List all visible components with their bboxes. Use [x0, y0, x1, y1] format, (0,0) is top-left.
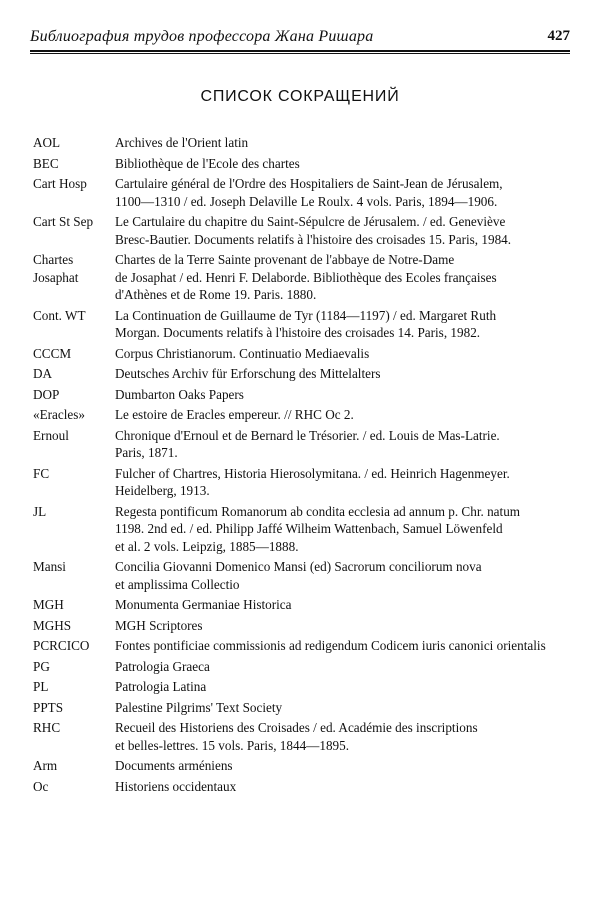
abbreviation-entry — [33, 637, 573, 655]
abbreviation-description: Recueil des Historiens des Croisades / ed. Académie des inscriptions et belles-lettres. 15 vols. Paris, 1844—1895. — [115, 720, 478, 753]
abbreviation-description: Regesta pontificum Romanorum ab condita ecclesia ad annum p. Chr. natum 1198. 2nd ed. / ed. Philipp Jaffé Wilheim Wattenbach, Samuel Löwenfeld et al. 2 vols. Leipzig, 1885—1888. — [115, 503, 521, 554]
abbreviation-entry — [33, 175, 573, 210]
abbreviation-term: Oc — [33, 778, 49, 794]
abbreviation-entry — [33, 307, 573, 342]
abbreviation-description: Bibliothèque de l'Ecole des chartes — [115, 155, 300, 171]
abbreviation-description: Dumbarton Oaks Papers — [115, 386, 244, 402]
abbreviation-entry — [33, 558, 573, 593]
abbreviation-term: DA — [33, 366, 53, 381]
abbreviation-description: Fulcher of Chartres, Historia Hierosolymitana. / ed. Heinrich Hagenmeyer. Heidelberg, 1913. — [115, 465, 510, 498]
abbreviation-description: MGH Scriptores — [115, 617, 203, 633]
abbreviation-entry — [33, 757, 573, 775]
abbreviation-term: BEC — [33, 155, 59, 171]
abbreviation-term: CCCM — [33, 345, 72, 361]
abbreviation-term: Cart St Sep — [33, 214, 94, 229]
abbreviation-term: PCRCICO — [33, 638, 90, 653]
abbreviation-entry — [33, 699, 573, 717]
section-title: СПИСОК СОКРАЩЕНИЙ — [200, 88, 400, 105]
abbreviation-entry — [33, 778, 573, 796]
abbreviation-term: «Eracles» — [33, 407, 85, 422]
abbreviation-term: Cart Hosp — [33, 176, 87, 191]
abbreviation-entry — [33, 386, 573, 404]
abbreviation-entry — [33, 213, 573, 248]
abbreviation-term: RHC — [33, 720, 61, 735]
abbreviation-description: Chartes de la Terre Sainte provenant de l'abbaye de Notre-Dame de Josaphat / ed. Henri F. Delaborde. Bibliothèque des Ecoles françaises d'Athènes et de Rome 19. Paris. 1880. — [115, 252, 497, 302]
abbreviation-entry — [33, 365, 573, 383]
header-rule — [30, 50, 570, 52]
abbreviation-term: Mansi — [33, 559, 66, 574]
abbreviation-description: Documents arméniens — [115, 758, 233, 773]
abbreviation-description: Palestine Pilgrims' Text Society — [115, 699, 283, 715]
abbreviation-description: Patrologia Latina — [115, 679, 207, 694]
abbreviation-term: MGH — [33, 597, 64, 612]
abbreviation-entry — [33, 406, 573, 424]
abbreviation-term: AOL — [33, 135, 61, 150]
abbreviation-description: Corpus Christianorum. Continuatio Mediaevalis — [115, 345, 370, 361]
page-header — [30, 26, 570, 52]
abbreviation-description: Fontes pontificiae commissionis ad redigendum Codicem iuris canonici orientalis — [115, 638, 546, 653]
abbreviation-term: Arm — [33, 758, 58, 773]
abbreviation-term: PPTS — [33, 699, 64, 715]
abbreviation-entry — [33, 134, 573, 152]
abbreviation-term: JL — [33, 503, 47, 519]
abbreviation-term: MGHS — [33, 617, 72, 633]
abbreviation-entry — [33, 678, 573, 696]
abbreviation-description: Le estoire de Eracles empereur. // RHC Oc 2. — [115, 407, 354, 422]
abbreviation-term: PG — [33, 658, 50, 674]
abbreviation-description: La Continuation de Guillaume de Tyr (1184—1197) / ed. Margaret Ruth Morgan. Documents relatifs à l'histoire des croisades 14. Paris, 1982. — [115, 307, 497, 340]
page-number: 427 — [547, 28, 570, 44]
abbreviation-term: FC — [33, 465, 50, 481]
abbreviation-description: Monumenta Germaniae Historica — [115, 597, 292, 612]
abbreviation-entry — [33, 596, 573, 614]
abbreviation-description: Concilia Giovanni Domenico Mansi (ed) Sacrorum conciliorum nova et amplissima Collectio — [115, 559, 482, 592]
abbreviation-description: Le Cartulaire du chapitre du Saint-Sépulcre de Jérusalem. / ed. Geneviève Bresc-Bautier. Documents relatifs à l'histoire des croisades 15. Paris, 1984. — [115, 214, 512, 247]
abbreviation-description: Chronique d'Ernoul et de Bernard le Trésorier. / ed. Louis de Mas-Latrie. Paris, 1871. — [115, 427, 500, 460]
abbreviation-entry — [33, 427, 573, 462]
abbreviation-entry — [33, 719, 573, 754]
abbreviation-entry — [33, 155, 573, 173]
abbreviation-entry — [33, 251, 573, 304]
header-rule-thin — [30, 53, 570, 54]
abbreviation-term: DOP — [33, 386, 60, 402]
abbreviation-description: Patrologia Graeca — [115, 658, 210, 674]
abbreviation-term: Chartes Josaphat — [33, 252, 79, 285]
abbreviation-entry — [33, 503, 573, 556]
abbreviation-entry — [33, 345, 573, 363]
abbreviation-description: Historiens occidentaux — [115, 778, 237, 794]
abbreviation-entry — [33, 465, 573, 500]
abbreviation-term: PL — [33, 679, 49, 694]
running-title: Библиография трудов профессора Жана Ришара — [30, 28, 374, 45]
abbreviation-description: Archives de l'Orient latin — [115, 135, 249, 150]
abbreviation-term: Ernoul — [33, 427, 69, 443]
abbreviation-list — [33, 134, 573, 798]
abbreviation-description: Deutsches Archiv für Erforschung des Mittelalters — [115, 366, 381, 381]
abbreviation-description: Cartulaire général de l'Ordre des Hospitaliers de Saint-Jean de Jérusalem, 1100—1310 / ed. Joseph Delaville Le Roulx. 4 vols. Paris, 1894—1906. — [115, 176, 503, 209]
abbreviation-entry — [33, 658, 573, 676]
abbreviation-entry — [33, 617, 573, 635]
abbreviation-term: Cont. WT — [33, 307, 86, 323]
